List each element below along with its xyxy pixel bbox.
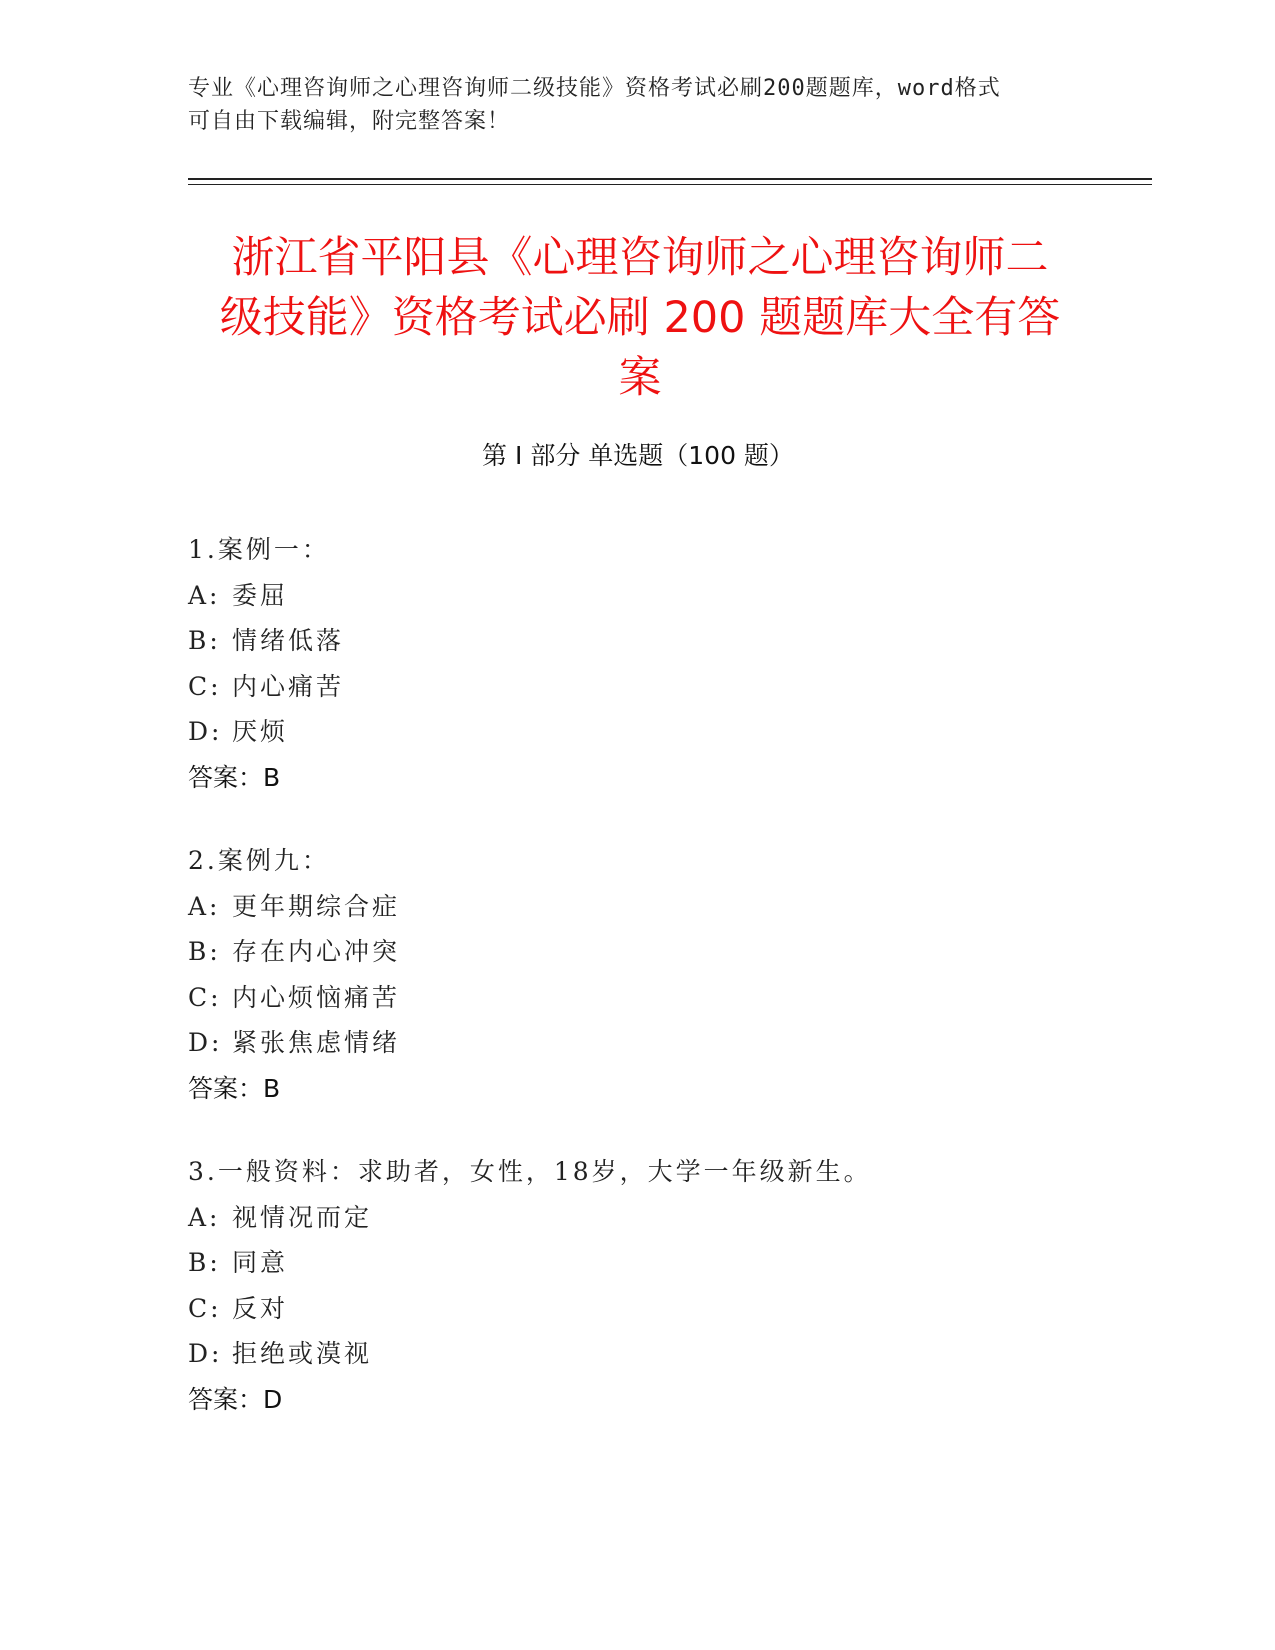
option-text: 情绪低落 — [232, 626, 345, 655]
option-c — [188, 664, 1148, 710]
option-b — [188, 929, 1148, 975]
document-title-line-3: 案 — [618, 353, 662, 403]
option-key: D: — [188, 1028, 223, 1057]
option-d — [188, 1020, 1148, 1066]
header-divider-thin — [188, 184, 1152, 185]
question-2 — [188, 838, 1148, 1111]
option-text: 内心烦恼痛苦 — [232, 982, 401, 1012]
header-divider-thick — [188, 178, 1152, 180]
header-note-line-2: 可自由下载编辑，附完整答案！ — [188, 109, 511, 134]
document-title-line-1: 浙江省平阳县《心理咨询师之心理咨询师二 — [231, 233, 1049, 283]
option-key: A: — [188, 580, 221, 610]
document-title — [190, 228, 1090, 408]
option-key: B: — [188, 1248, 221, 1277]
question-3 — [188, 1149, 1148, 1422]
option-key: B: — [188, 937, 221, 966]
header-note-line-1: 专业《心理咨询师之心理咨询师二级技能》资格考试必刷200题题库，word格式 — [188, 76, 1001, 101]
option-key: C: — [188, 1293, 222, 1323]
answer: 答案：D — [188, 1384, 283, 1414]
option-key: C: — [188, 982, 222, 1012]
header-note — [188, 72, 1068, 138]
option-text: 紧张焦虑情绪 — [232, 1028, 401, 1057]
option-text: 更年期综合症 — [232, 891, 401, 921]
option-text: 存在内心冲突 — [232, 937, 401, 966]
section-title: 第 I 部分 单选题（100 题） — [482, 441, 794, 470]
option-key: A: — [188, 891, 221, 921]
option-d — [188, 1331, 1148, 1377]
option-key: C: — [188, 671, 222, 701]
option-text: 内心痛苦 — [232, 671, 345, 701]
option-text: 同意 — [232, 1248, 289, 1277]
option-key: D: — [188, 1339, 223, 1368]
option-c — [188, 975, 1148, 1021]
document-title-line-2: 级技能》资格考试必刷 200 题题库大全有答 — [219, 293, 1061, 343]
question-list — [188, 527, 1148, 1460]
option-text: 厌烦 — [232, 717, 289, 746]
option-b — [188, 618, 1148, 664]
option-a — [188, 573, 1148, 619]
option-c — [188, 1286, 1148, 1332]
option-key: D: — [188, 717, 223, 746]
question-stem: 1.案例一： — [188, 535, 330, 564]
option-text: 反对 — [232, 1293, 289, 1323]
option-text: 委屈 — [232, 580, 289, 610]
answer: 答案：B — [188, 762, 281, 792]
question-stem: 3.一般资料：求助者，女性，18岁，大学一年级新生。 — [188, 1157, 872, 1186]
option-text: 拒绝或漠视 — [232, 1339, 373, 1368]
option-key: B: — [188, 626, 221, 655]
option-a — [188, 884, 1148, 930]
option-text: 视情况而定 — [232, 1202, 373, 1232]
answer: 答案：B — [188, 1073, 281, 1103]
option-d — [188, 709, 1148, 755]
option-key: A: — [188, 1202, 221, 1232]
question-stem: 2.案例九： — [188, 846, 330, 875]
question-1 — [188, 527, 1148, 800]
option-b — [188, 1240, 1148, 1286]
option-a — [188, 1195, 1148, 1241]
